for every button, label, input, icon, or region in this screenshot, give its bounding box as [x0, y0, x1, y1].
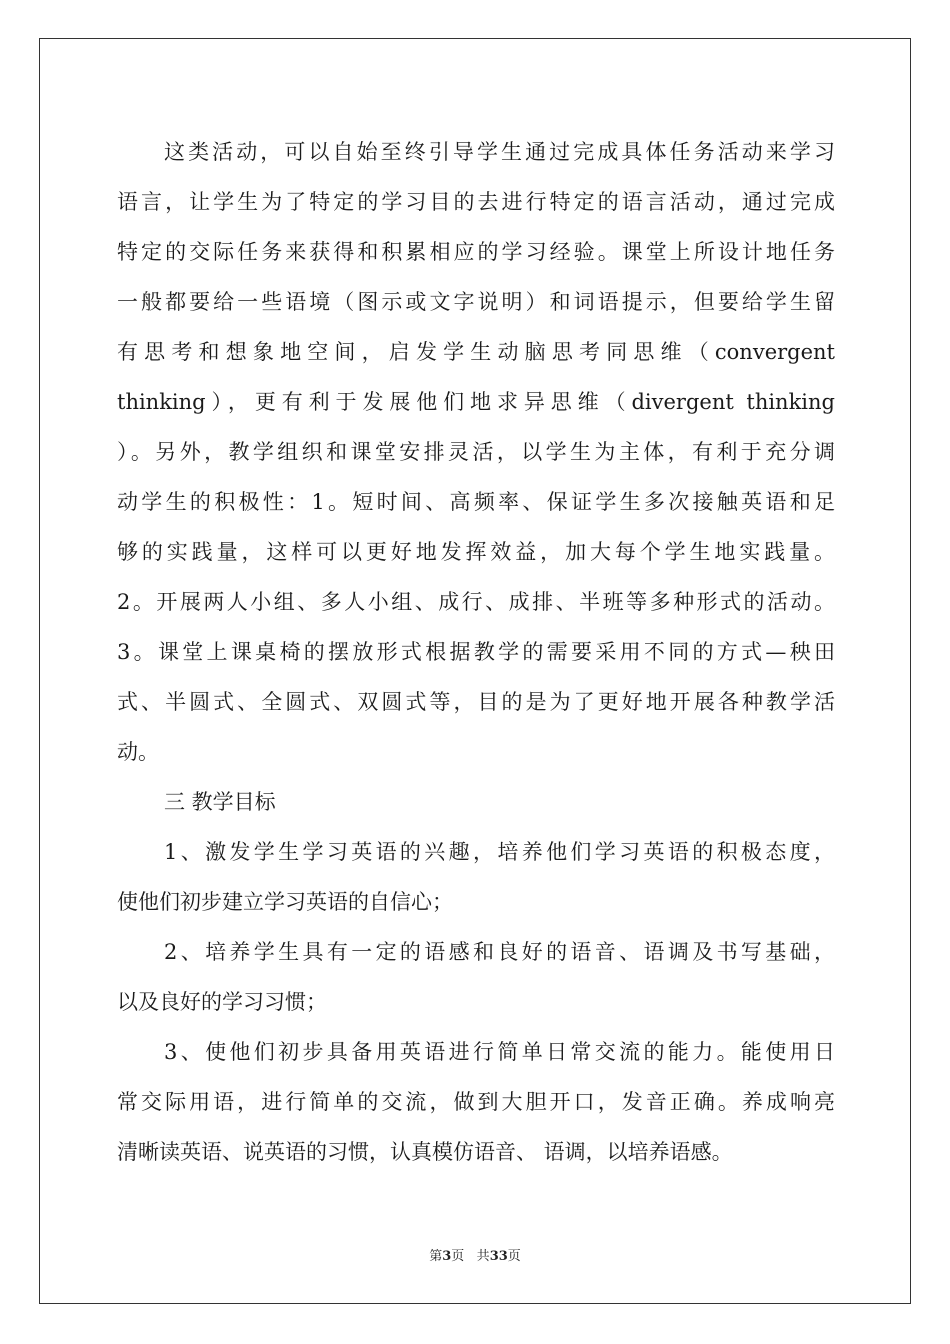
text-line: 语言，让学生为了特定的学习目的去进行特定的语言活动，通过完成 [117, 190, 835, 214]
text-line: 三 教学目标 [164, 790, 276, 814]
footer-page-suffix: 页 [451, 1249, 465, 1264]
text-line: 使他们初步建立学习英语的自信心； [117, 890, 453, 914]
text-line: ）。另外，教学组织和课堂安排灵活，以学生为主体，有利于充分调 [117, 440, 835, 464]
text-line: 清晰读英语、说英语的习惯，认真模仿语音、 语调，以培养语感。 [117, 1140, 733, 1164]
text-line: thinking），更有利于发展他们地求异思维（divergent thinking [117, 390, 835, 414]
text-line: 动学生的积极性：1。短时间、高频率、保证学生多次接触英语和足 [117, 490, 835, 514]
footer-total-pages: 33 [489, 1249, 508, 1264]
footer-prefix: 第 [429, 1249, 443, 1264]
text-line: 特定的交际任务来获得和积累相应的学习经验。课堂上所设计地任务 [117, 240, 835, 264]
text-line: 常交际用语，进行简单的交流，做到大胆开口，发音正确。养成响亮 [117, 1090, 835, 1114]
text-line: 2。开展两人小组、多人小组、成行、成排、半班等多种形式的活动。 [117, 590, 835, 614]
text-line: 2、培养学生具有一定的语感和良好的语音、语调及书写基础， [164, 940, 835, 964]
text-line: 这类活动，可以自始至终引导学生通过完成具体任务活动来学习 [164, 140, 835, 164]
footer-page-number: 3 [442, 1249, 452, 1264]
footer-total-prefix: 共 [476, 1249, 490, 1264]
footer-total-suffix: 页 [507, 1249, 521, 1264]
text-line: 3、使他们初步具备用英语进行简单日常交流的能力。能使用日 [164, 1040, 835, 1064]
text-line: 以及良好的学习习惯； [117, 990, 327, 1014]
page-footer [0, 1245, 950, 1264]
document-body [117, 127, 835, 1177]
text-line: 动。 [117, 740, 159, 764]
text-line: 1、激发学生学习英语的兴趣，培养他们学习英语的积极态度， [164, 840, 835, 864]
text-line: 一般都要给一些语境（图示或文字说明）和词语提示，但要给学生留 [117, 290, 835, 314]
text-line: 够的实践量，这样可以更好地发挥效益，加大每个学生地实践量。 [117, 540, 835, 564]
text-line: 3。课堂上课桌椅的摆放形式根据教学的需要采用不同的方式—秧田 [117, 640, 835, 664]
text-line: 有思考和想象地空间，启发学生动脑思考同思维（convergent [117, 340, 835, 364]
text-line: 式、半圆式、全圆式、双圆式等，目的是为了更好地开展各种教学活 [117, 690, 835, 714]
